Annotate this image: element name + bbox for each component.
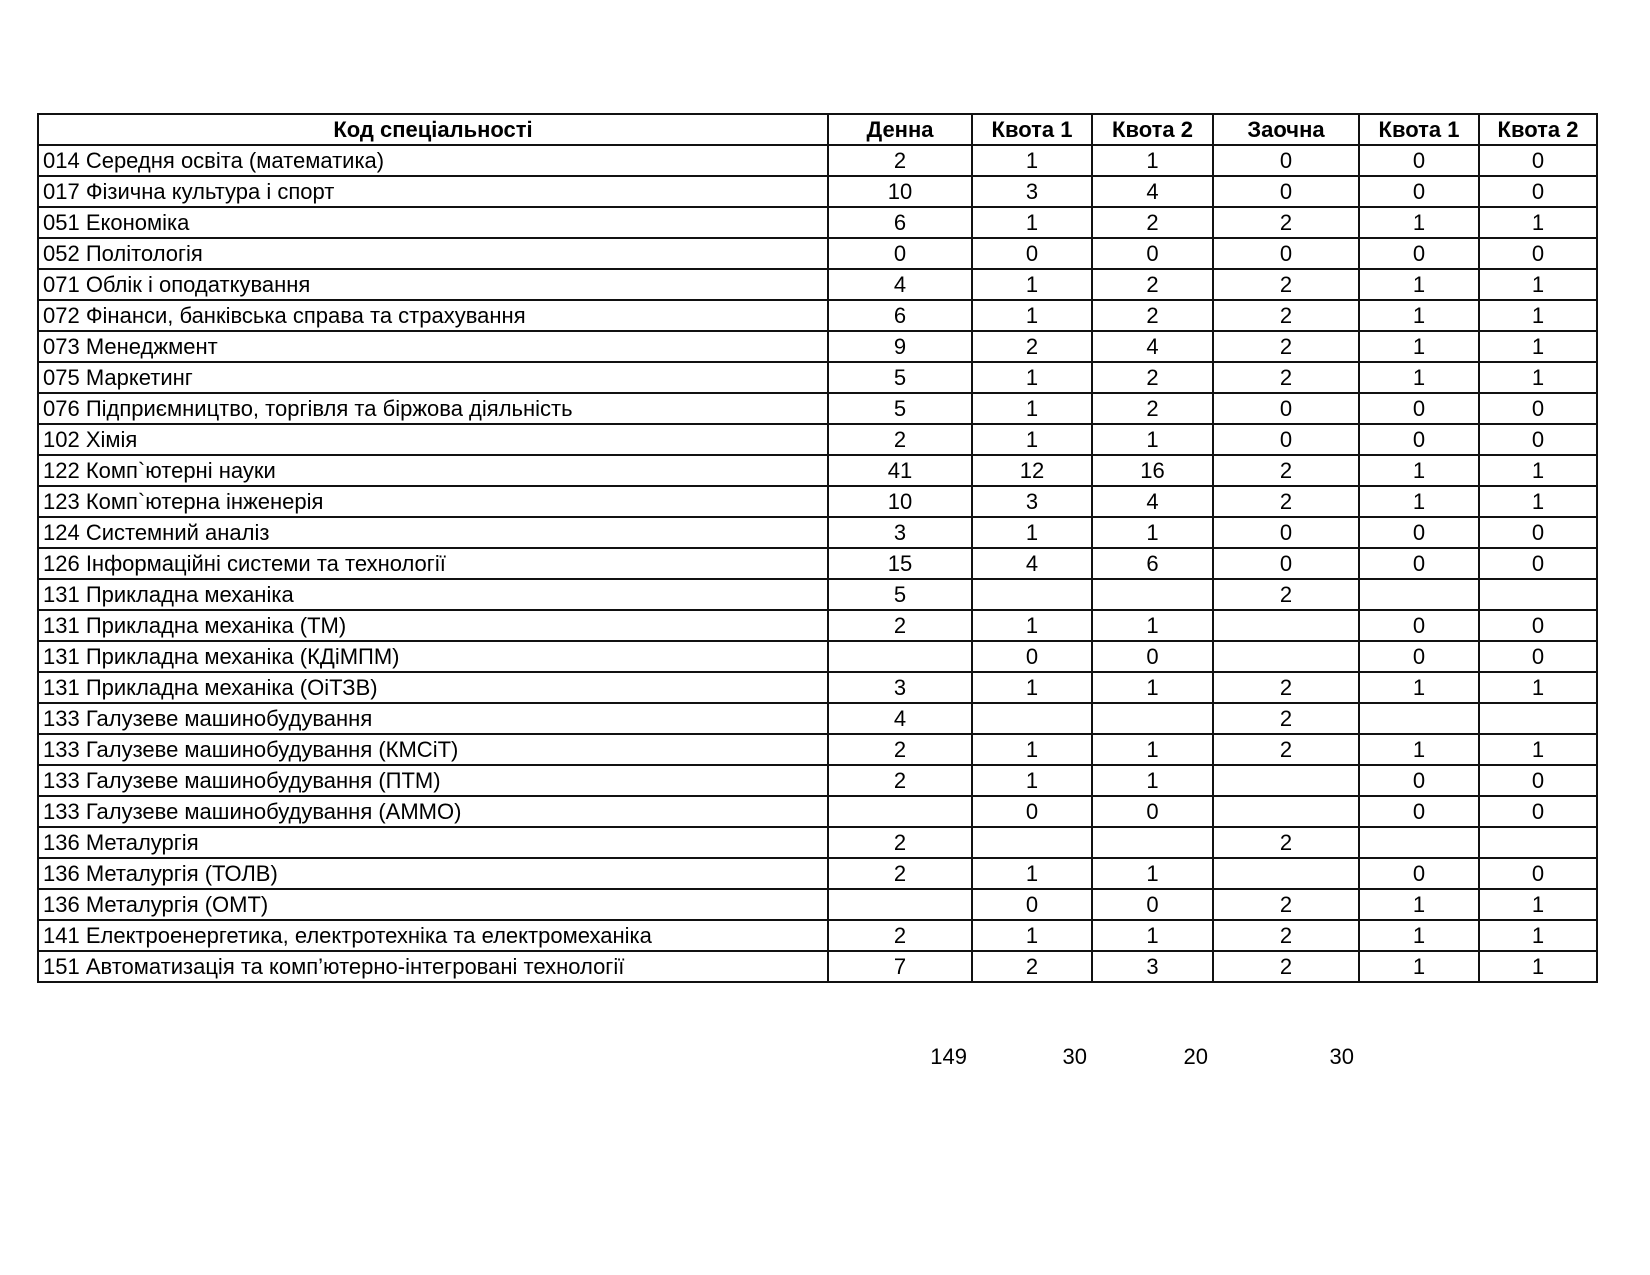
cell-part-time-quota-1: 0 [1359, 517, 1479, 548]
table-header-row [38, 114, 1597, 145]
cell-part-time: 2 [1213, 889, 1359, 920]
cell-specialty-name: 123 Комп`ютерна інженерія [38, 486, 828, 517]
cell-part-time-quota-1: 0 [1359, 641, 1479, 672]
cell-specialty-name: 136 Металургія [38, 827, 828, 858]
cell-part-time-quota-2: 1 [1479, 300, 1597, 331]
cell-part-time: 2 [1213, 486, 1359, 517]
cell-full-time-quota-2: 1 [1092, 517, 1213, 548]
cell-part-time-quota-1: 0 [1359, 393, 1479, 424]
cell-specialty-name: 017 Фізична культура і спорт [38, 176, 828, 207]
cell-part-time-quota-1: 1 [1359, 300, 1479, 331]
cell-full-time-quota-1: 2 [972, 951, 1092, 982]
cell-part-time-quota-2: 0 [1479, 393, 1597, 424]
header-part-time-quota-2: Квота 2 [1479, 114, 1597, 145]
cell-full-time [828, 641, 972, 672]
table-row [38, 176, 1597, 207]
cell-specialty-name: 126 Інформаційні системи та технології [38, 548, 828, 579]
cell-full-time-quota-1 [972, 703, 1092, 734]
cell-full-time-quota-1: 1 [972, 145, 1092, 176]
cell-full-time-quota-1 [972, 827, 1092, 858]
cell-specialty-name: 051 Економіка [38, 207, 828, 238]
cell-full-time-quota-2 [1092, 579, 1213, 610]
table-row [38, 269, 1597, 300]
table-row [38, 517, 1597, 548]
header-full-time-quota-1: Квота 1 [972, 114, 1092, 145]
table-row [38, 796, 1597, 827]
cell-specialty-name: 131 Прикладна механіка (ОіТЗВ) [38, 672, 828, 703]
cell-part-time-quota-2 [1479, 579, 1597, 610]
table-row [38, 238, 1597, 269]
table-row [38, 951, 1597, 982]
cell-full-time: 2 [828, 920, 972, 951]
cell-specialty-name: 122 Комп`ютерні науки [38, 455, 828, 486]
cell-full-time-quota-1: 1 [972, 920, 1092, 951]
cell-specialty-name: 133 Галузеве машинобудування (ПТМ) [38, 765, 828, 796]
cell-full-time-quota-2: 2 [1092, 362, 1213, 393]
cell-full-time-quota-2: 1 [1092, 424, 1213, 455]
cell-full-time-quota-1: 12 [972, 455, 1092, 486]
cell-part-time-quota-1: 1 [1359, 207, 1479, 238]
table-row [38, 424, 1597, 455]
table-row [38, 920, 1597, 951]
cell-part-time-quota-1 [1359, 703, 1479, 734]
cell-full-time: 7 [828, 951, 972, 982]
cell-full-time: 15 [828, 548, 972, 579]
table-row [38, 393, 1597, 424]
cell-specialty-name: 073 Менеджмент [38, 331, 828, 362]
cell-specialty-name: 131 Прикладна механіка (ТМ) [38, 610, 828, 641]
cell-part-time: 0 [1213, 238, 1359, 269]
cell-part-time-quota-1: 1 [1359, 672, 1479, 703]
cell-full-time-quota-2: 4 [1092, 486, 1213, 517]
cell-part-time-quota-2: 0 [1479, 145, 1597, 176]
table-row [38, 734, 1597, 765]
cell-full-time: 2 [828, 734, 972, 765]
cell-part-time [1213, 796, 1359, 827]
cell-part-time: 2 [1213, 362, 1359, 393]
header-full-time-quota-2: Квота 2 [1092, 114, 1213, 145]
cell-part-time: 0 [1213, 424, 1359, 455]
cell-part-time-quota-1: 0 [1359, 176, 1479, 207]
cell-full-time-quota-2: 0 [1092, 796, 1213, 827]
cell-full-time-quota-2: 1 [1092, 858, 1213, 889]
cell-full-time-quota-2 [1092, 703, 1213, 734]
cell-part-time-quota-2: 0 [1479, 858, 1597, 889]
cell-specialty-name: 136 Металургія (ТОЛВ) [38, 858, 828, 889]
cell-part-time-quota-2: 1 [1479, 672, 1597, 703]
cell-full-time-quota-1: 1 [972, 734, 1092, 765]
cell-part-time-quota-1: 0 [1359, 238, 1479, 269]
cell-part-time: 0 [1213, 548, 1359, 579]
cell-full-time [828, 796, 972, 827]
cell-full-time-quota-2: 0 [1092, 238, 1213, 269]
cell-specialty-name: 102 Хімія [38, 424, 828, 455]
cell-part-time-quota-2 [1479, 703, 1597, 734]
table-row [38, 362, 1597, 393]
cell-part-time-quota-2: 0 [1479, 765, 1597, 796]
cell-full-time-quota-1: 0 [972, 238, 1092, 269]
cell-part-time-quota-2: 0 [1479, 641, 1597, 672]
specialty-quota-table [37, 113, 1598, 983]
cell-part-time-quota-1: 0 [1359, 765, 1479, 796]
cell-specialty-name: 076 Підприємництво, торгівля та біржова діяльність [38, 393, 828, 424]
cell-full-time-quota-1: 1 [972, 672, 1092, 703]
table-row [38, 641, 1597, 672]
table-row [38, 579, 1597, 610]
cell-full-time: 6 [828, 300, 972, 331]
cell-full-time-quota-2: 1 [1092, 734, 1213, 765]
cell-full-time-quota-2: 1 [1092, 920, 1213, 951]
table-row [38, 145, 1597, 176]
cell-part-time-quota-2: 0 [1479, 796, 1597, 827]
cell-part-time-quota-1: 1 [1359, 486, 1479, 517]
cell-part-time: 0 [1213, 517, 1359, 548]
cell-specialty-name: 131 Прикладна механіка [38, 579, 828, 610]
cell-full-time-quota-1: 1 [972, 207, 1092, 238]
cell-part-time-quota-1 [1359, 579, 1479, 610]
cell-specialty-name: 133 Галузеве машинобудування (КМСіТ) [38, 734, 828, 765]
cell-part-time-quota-1: 0 [1359, 796, 1479, 827]
cell-part-time: 2 [1213, 455, 1359, 486]
cell-part-time: 2 [1213, 269, 1359, 300]
cell-full-time-quota-2: 4 [1092, 176, 1213, 207]
cell-part-time-quota-2: 0 [1479, 176, 1597, 207]
cell-specialty-name: 133 Галузеве машинобудування [38, 703, 828, 734]
table-row [38, 548, 1597, 579]
cell-part-time-quota-1: 0 [1359, 145, 1479, 176]
cell-part-time-quota-1: 1 [1359, 269, 1479, 300]
table-row [38, 455, 1597, 486]
header-full-time: Денна [828, 114, 972, 145]
cell-part-time-quota-1: 0 [1359, 610, 1479, 641]
cell-part-time-quota-2: 0 [1479, 610, 1597, 641]
cell-specialty-name: 136 Металургія (ОМТ) [38, 889, 828, 920]
cell-full-time: 5 [828, 393, 972, 424]
cell-part-time: 2 [1213, 207, 1359, 238]
cell-full-time-quota-1: 1 [972, 300, 1092, 331]
cell-full-time: 3 [828, 672, 972, 703]
cell-full-time-quota-2: 1 [1092, 765, 1213, 796]
cell-full-time-quota-1: 1 [972, 424, 1092, 455]
cell-part-time-quota-2: 1 [1479, 951, 1597, 982]
cell-full-time-quota-2 [1092, 827, 1213, 858]
cell-part-time: 0 [1213, 145, 1359, 176]
cell-full-time-quota-2: 1 [1092, 672, 1213, 703]
cell-full-time: 2 [828, 858, 972, 889]
cell-full-time-quota-1: 3 [972, 176, 1092, 207]
cell-specialty-name: 133 Галузеве машинобудування (АММО) [38, 796, 828, 827]
cell-full-time-quota-1: 1 [972, 610, 1092, 641]
cell-full-time-quota-1: 1 [972, 393, 1092, 424]
header-part-time-quota-1: Квота 1 [1359, 114, 1479, 145]
table-row [38, 207, 1597, 238]
cell-full-time-quota-1: 4 [972, 548, 1092, 579]
cell-full-time: 9 [828, 331, 972, 362]
cell-full-time: 3 [828, 517, 972, 548]
total-full-time-quota-2: 20 [1183, 1044, 1208, 1069]
cell-full-time-quota-1: 1 [972, 362, 1092, 393]
cell-part-time-quota-1: 1 [1359, 951, 1479, 982]
cell-part-time-quota-2: 0 [1479, 238, 1597, 269]
cell-full-time-quota-2: 1 [1092, 610, 1213, 641]
cell-full-time-quota-2: 6 [1092, 548, 1213, 579]
cell-full-time: 2 [828, 424, 972, 455]
cell-part-time-quota-1: 1 [1359, 362, 1479, 393]
cell-part-time-quota-2: 1 [1479, 362, 1597, 393]
cell-full-time: 2 [828, 765, 972, 796]
cell-specialty-name: 124 Системний аналіз [38, 517, 828, 548]
table-row [38, 827, 1597, 858]
cell-specialty-name: 014 Середня освіта (математика) [38, 145, 828, 176]
table-row [38, 331, 1597, 362]
cell-part-time-quota-1: 0 [1359, 548, 1479, 579]
cell-specialty-name: 052 Політологія [38, 238, 828, 269]
cell-full-time-quota-1: 0 [972, 641, 1092, 672]
cell-part-time-quota-2: 0 [1479, 517, 1597, 548]
cell-specialty-name: 075 Маркетинг [38, 362, 828, 393]
cell-full-time-quota-1: 3 [972, 486, 1092, 517]
cell-part-time-quota-1: 1 [1359, 889, 1479, 920]
cell-full-time: 10 [828, 486, 972, 517]
cell-part-time-quota-2: 1 [1479, 331, 1597, 362]
cell-full-time-quota-2: 2 [1092, 269, 1213, 300]
cell-full-time-quota-2: 0 [1092, 641, 1213, 672]
cell-part-time-quota-2: 1 [1479, 734, 1597, 765]
cell-part-time-quota-2: 0 [1479, 548, 1597, 579]
cell-full-time-quota-2: 1 [1092, 145, 1213, 176]
cell-part-time-quota-2: 1 [1479, 207, 1597, 238]
cell-part-time-quota-2 [1479, 827, 1597, 858]
cell-full-time-quota-2: 2 [1092, 300, 1213, 331]
cell-full-time: 2 [828, 145, 972, 176]
cell-full-time-quota-2: 0 [1092, 889, 1213, 920]
table-body [38, 145, 1597, 982]
table-row [38, 765, 1597, 796]
cell-part-time: 2 [1213, 734, 1359, 765]
cell-part-time-quota-1: 1 [1359, 734, 1479, 765]
cell-full-time: 2 [828, 827, 972, 858]
cell-part-time-quota-1 [1359, 827, 1479, 858]
cell-part-time-quota-1: 1 [1359, 331, 1479, 362]
cell-full-time-quota-2: 3 [1092, 951, 1213, 982]
total-full-time: 149 [930, 1044, 967, 1069]
cell-full-time-quota-2: 4 [1092, 331, 1213, 362]
cell-specialty-name: 151 Автоматизація та комп’ютерно-інтегровані технології [38, 951, 828, 982]
cell-part-time: 2 [1213, 827, 1359, 858]
cell-part-time: 2 [1213, 331, 1359, 362]
cell-part-time-quota-1: 0 [1359, 424, 1479, 455]
cell-part-time: 2 [1213, 920, 1359, 951]
table-row [38, 610, 1597, 641]
table-row [38, 486, 1597, 517]
cell-part-time [1213, 641, 1359, 672]
cell-part-time: 0 [1213, 176, 1359, 207]
cell-part-time: 2 [1213, 672, 1359, 703]
header-part-time: Заочна [1213, 114, 1359, 145]
cell-full-time: 0 [828, 238, 972, 269]
cell-full-time-quota-1: 1 [972, 765, 1092, 796]
cell-full-time-quota-2: 16 [1092, 455, 1213, 486]
cell-full-time: 10 [828, 176, 972, 207]
cell-specialty-name: 072 Фінанси, банківська справа та страхування [38, 300, 828, 331]
cell-part-time: 0 [1213, 393, 1359, 424]
table-row [38, 703, 1597, 734]
cell-part-time: 2 [1213, 579, 1359, 610]
cell-full-time-quota-1 [972, 579, 1092, 610]
cell-specialty-name: 071 Облік і оподаткування [38, 269, 828, 300]
cell-full-time-quota-1: 1 [972, 269, 1092, 300]
cell-part-time: 2 [1213, 300, 1359, 331]
cell-full-time: 5 [828, 362, 972, 393]
cell-full-time-quota-1: 0 [972, 889, 1092, 920]
cell-part-time-quota-2: 0 [1479, 424, 1597, 455]
cell-full-time-quota-1: 1 [972, 858, 1092, 889]
cell-full-time-quota-2: 2 [1092, 393, 1213, 424]
cell-full-time: 2 [828, 610, 972, 641]
cell-full-time: 6 [828, 207, 972, 238]
cell-specialty-name: 141 Електроенергетика, електротехніка та електромеханіка [38, 920, 828, 951]
cell-part-time-quota-2: 1 [1479, 455, 1597, 486]
cell-full-time-quota-2: 2 [1092, 207, 1213, 238]
table-row [38, 300, 1597, 331]
cell-part-time: 2 [1213, 951, 1359, 982]
cell-full-time: 4 [828, 269, 972, 300]
cell-full-time-quota-1: 0 [972, 796, 1092, 827]
cell-specialty-name: 131 Прикладна механіка (КДіМПМ) [38, 641, 828, 672]
table-row [38, 672, 1597, 703]
table-row [38, 889, 1597, 920]
cell-part-time [1213, 858, 1359, 889]
cell-part-time [1213, 765, 1359, 796]
cell-part-time-quota-2: 1 [1479, 486, 1597, 517]
total-part-time: 30 [1329, 1044, 1354, 1069]
total-full-time-quota-1: 30 [1062, 1044, 1087, 1069]
cell-full-time [828, 889, 972, 920]
cell-full-time-quota-1: 1 [972, 517, 1092, 548]
cell-part-time-quota-1: 1 [1359, 920, 1479, 951]
cell-part-time-quota-1: 1 [1359, 455, 1479, 486]
cell-full-time: 41 [828, 455, 972, 486]
cell-part-time-quota-1: 0 [1359, 858, 1479, 889]
cell-part-time [1213, 610, 1359, 641]
header-specialty-code: Код спеціальності [38, 114, 828, 145]
cell-part-time: 2 [1213, 703, 1359, 734]
cell-full-time-quota-1: 2 [972, 331, 1092, 362]
cell-part-time-quota-2: 1 [1479, 920, 1597, 951]
cell-full-time: 5 [828, 579, 972, 610]
cell-full-time: 4 [828, 703, 972, 734]
cell-part-time-quota-2: 1 [1479, 269, 1597, 300]
cell-part-time-quota-2: 1 [1479, 889, 1597, 920]
table-row [38, 858, 1597, 889]
